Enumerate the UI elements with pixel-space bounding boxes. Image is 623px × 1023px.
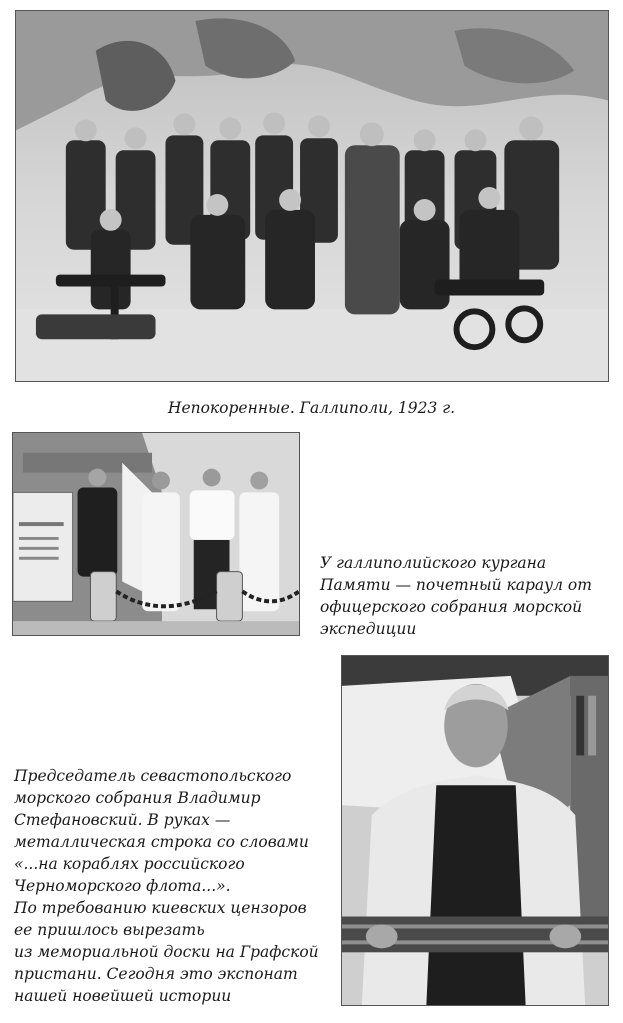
photo-honor-guard: [12, 432, 300, 636]
caption-line: «...на кораблях российского: [14, 855, 245, 873]
photo-chairman: [341, 655, 609, 1006]
caption-gallipoli: Непокоренные. Галлиполи, 1923 г.: [167, 399, 456, 417]
caption-line: По требованию киевских цензоров: [14, 899, 307, 917]
caption-line: экспедиции: [320, 620, 417, 638]
caption-chairman: [14, 765, 334, 1007]
caption-line: пристани. Сегодня это экспонат: [14, 965, 298, 983]
caption-line: нашей новейшей истории: [14, 987, 232, 1005]
caption-honor-guard: [320, 552, 610, 640]
caption-line: Памяти — почетный караул от: [320, 576, 592, 594]
caption-line: ее пришлось вырезать: [14, 921, 205, 939]
photo-gallipoli-group: [15, 10, 609, 382]
caption-line: Председатель севастопольского: [14, 767, 292, 785]
caption-line: У галлиполийского кургана: [320, 554, 547, 572]
caption-line: из мемориальной доски на Графской: [14, 943, 319, 961]
caption-line: морского собрания Владимир: [14, 789, 261, 807]
caption-line: металлическая строка со словами: [14, 833, 309, 851]
caption-line: Стефановский. В руках —: [14, 811, 231, 829]
caption-line: офицерского собрания морской: [320, 598, 583, 616]
caption-line: Черноморского флота...».: [14, 877, 231, 895]
